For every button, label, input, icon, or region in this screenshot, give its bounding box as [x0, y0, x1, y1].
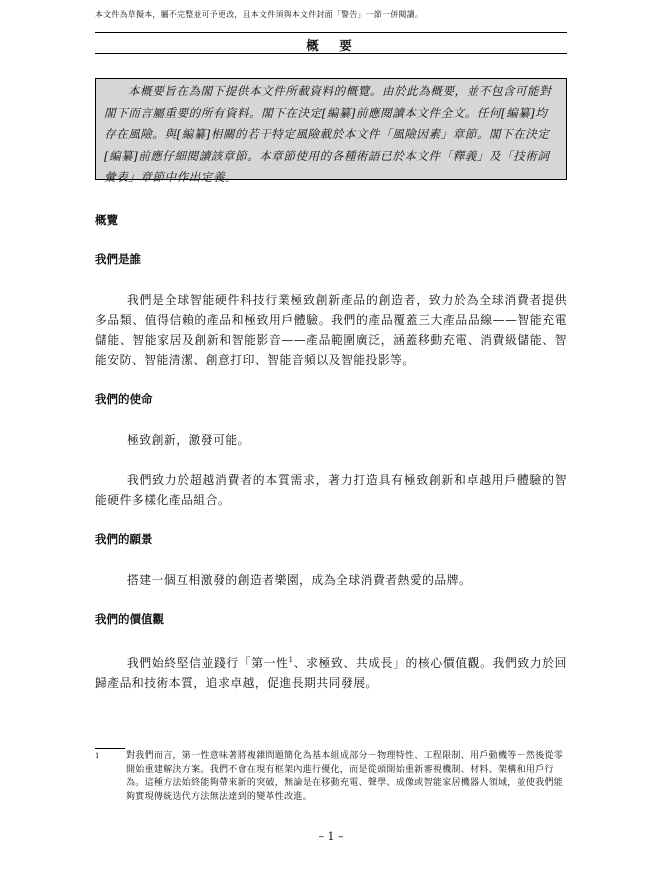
draft-notice: 本文件為草擬本，屬不完整並可予更改，且本文件須與本文件封面「警告」一節一併閱讀。 — [95, 10, 423, 19]
values-text-end: 、求極致、共成長」的核心價值觀。我們致力於回歸產品和技術本質，追求卓越，促進長期共同發展。 — [95, 655, 567, 690]
footnote-text: 對我們而言，第一性意味著將複雜問題簡化為基本組成部分－物理特性、工程限制、用戶動機等－然後從零開始重建解決方案。我們不會在現有框架內進行優化，而是從頭開始重新審視機制、材料、架構和用戶行為。這種方法始終能夠帶來新的突破，無論是在移動充電、聲學、成像或智能家居機器人領域，並使我們能夠實現傳統迭代方法無法達到的變革性改進。 — [126, 751, 564, 802]
warning-text: 本概要旨在為閣下提供本文件所載資料的概覽。由於此為概要，並不包含可能對閣下而言屬重要的所有資料。閣下在決定[編纂]前應閱讀本文件全文。任何[編纂]均存在風險。與[編纂]相關的若干特定風險載於本文件「風險因素」章節。閣下在決定[編纂]前應仔細閱讀該章節。本章節使用的各種術語已於本文件「釋義」及「技術詞彙表」章節中作出定義。 — [104, 84, 552, 184]
mission-paragraph: 我們致力於超越消費者的本質需求，著力打造具有極致創新和卓越用戶體驗的智能硬件多樣化產品組合。 — [95, 473, 567, 507]
mission-heading: 我們的使命 — [95, 392, 153, 406]
who-we-are-paragraph: 我們是全球智能硬件科技行業極致創新產品的創造者，致力於為全球消費者提供多品類、值得信賴的產品和極致用戶體驗。我們的產品覆蓋三大產品品線——智能充電儲能、智能家居及創新和智能影音——產品範圍廣泛，涵蓋移動充電、消費級儲能、智能安防、智能清潔、創意打印、智能音頻以及智能投影等。 — [95, 293, 567, 367]
who-we-are-heading: 我們是誰 — [95, 252, 141, 266]
footnote-reference[interactable]: 1 — [288, 656, 294, 664]
header-rule — [95, 32, 567, 33]
footnote-rule — [95, 748, 125, 749]
page-number: – 1 – — [318, 830, 344, 843]
vision-paragraph: 搭建一個互相激發的創造者樂園，成為全球消費者熱愛的品牌。 — [127, 573, 472, 587]
values-heading: 我們的價值觀 — [95, 612, 164, 626]
values-paragraph — [95, 650, 567, 693]
summary-warning-box — [95, 78, 567, 184]
footnote-marker: 1 — [95, 752, 100, 760]
overview-heading: 概覽 — [95, 213, 118, 227]
title-rule — [95, 53, 567, 54]
vision-heading: 我們的願景 — [95, 532, 153, 546]
mission-statement: 極致創新，激發可能。 — [127, 433, 250, 447]
page-title: 概 要 — [306, 38, 356, 53]
values-text-start: 我們始終堅信並踐行「第一性 — [127, 655, 289, 670]
